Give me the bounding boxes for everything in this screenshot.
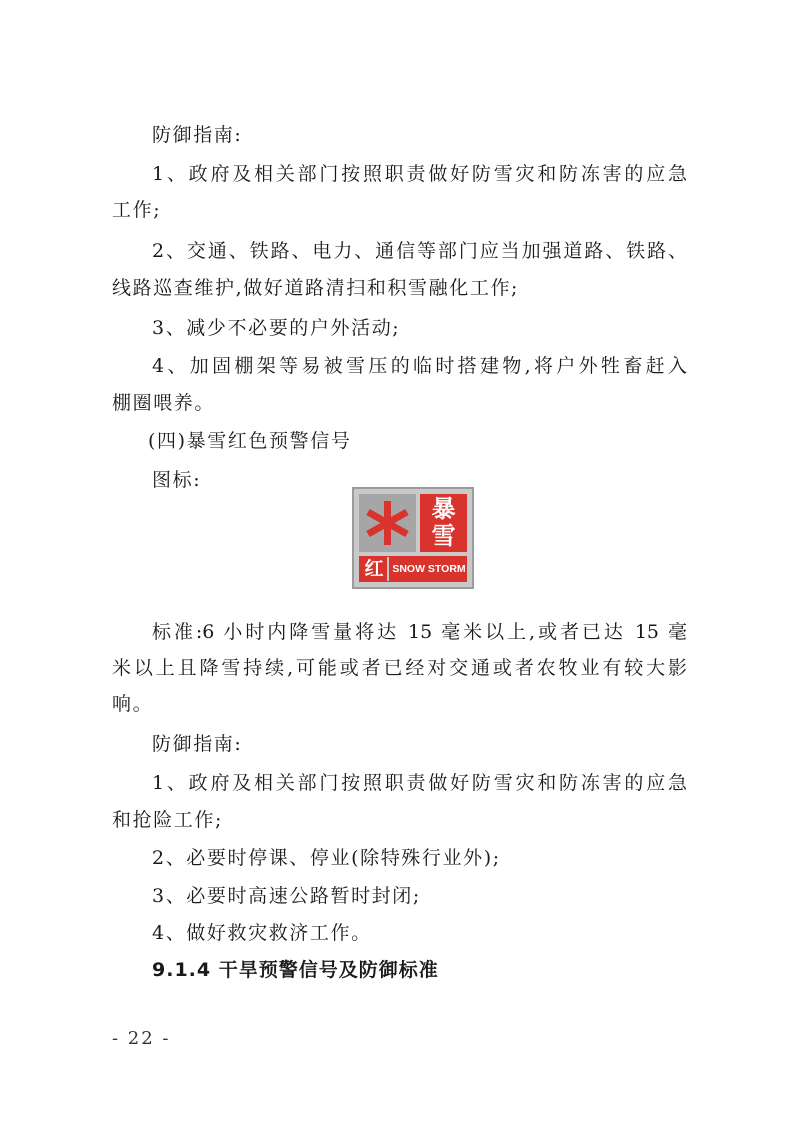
guide-1-item-2-line-2: 线路巡查维护,做好道路清扫和积雪融化工作;	[112, 277, 520, 299]
guide-1-item-2-line-1: 2、交通、铁路、电力、通信等部门应当加强道路、铁路、	[152, 240, 687, 262]
snowflake-asterisk-icon	[359, 494, 416, 552]
guide-2-item-1-line-1: 1、政府及相关部门按照职责做好防雪灾和防冻害的应急	[152, 772, 687, 794]
snowstorm-red-warning-icon	[352, 487, 474, 589]
snow-storm-text: SNOW STORM	[391, 556, 467, 582]
guide-2-item-1-line-2: 和抢险工作;	[112, 809, 224, 831]
warning-label-bar	[359, 556, 467, 582]
standard-line-2: 米以上且降雪持续,可能或者已经对交通或者农牧业有较大影	[112, 657, 687, 679]
guide-2-item-4: 4、做好救灾救济工作。	[152, 922, 372, 944]
char-bao: 暴	[431, 495, 456, 523]
snow-symbol-panel	[359, 494, 416, 552]
guide-1-item-4-line-1: 4、加固棚架等易被雪压的临时搭建物,将户外牲畜赶入	[152, 355, 687, 377]
page-number: - 22 -	[112, 1028, 171, 1049]
guide-1-item-4-line-2: 棚圈喂养。	[112, 392, 216, 414]
standard-line-1: 标准:6 小时内降雪量将达 15 毫米以上,或者已达 15 毫	[152, 621, 687, 643]
guide-1-item-3: 3、减少不必要的户外活动;	[152, 317, 401, 339]
guide-2-item-2: 2、必要时停课、停业(除特殊行业外);	[152, 847, 501, 869]
char-xue: 雪	[431, 522, 456, 550]
level-char-red: 红	[361, 557, 389, 581]
defense-guide-heading-1: 防御指南:	[152, 124, 243, 146]
guide-1-item-1-line-2: 工作;	[112, 199, 162, 221]
icon-label: 图标:	[152, 469, 202, 491]
defense-guide-heading-2: 防御指南:	[152, 733, 243, 755]
standard-line-3: 响。	[112, 693, 154, 715]
next-section-heading: 9.1.4 干旱预警信号及防御标准	[152, 959, 439, 981]
guide-1-item-1-line-1: 1、政府及相关部门按照职责做好防雪灾和防冻害的应急	[152, 163, 687, 185]
warning-type-chars	[420, 494, 467, 552]
guide-2-item-3: 3、必要时高速公路暂时封闭;	[152, 885, 421, 907]
section-title: (四)暴雪红色预警信号	[148, 430, 352, 452]
